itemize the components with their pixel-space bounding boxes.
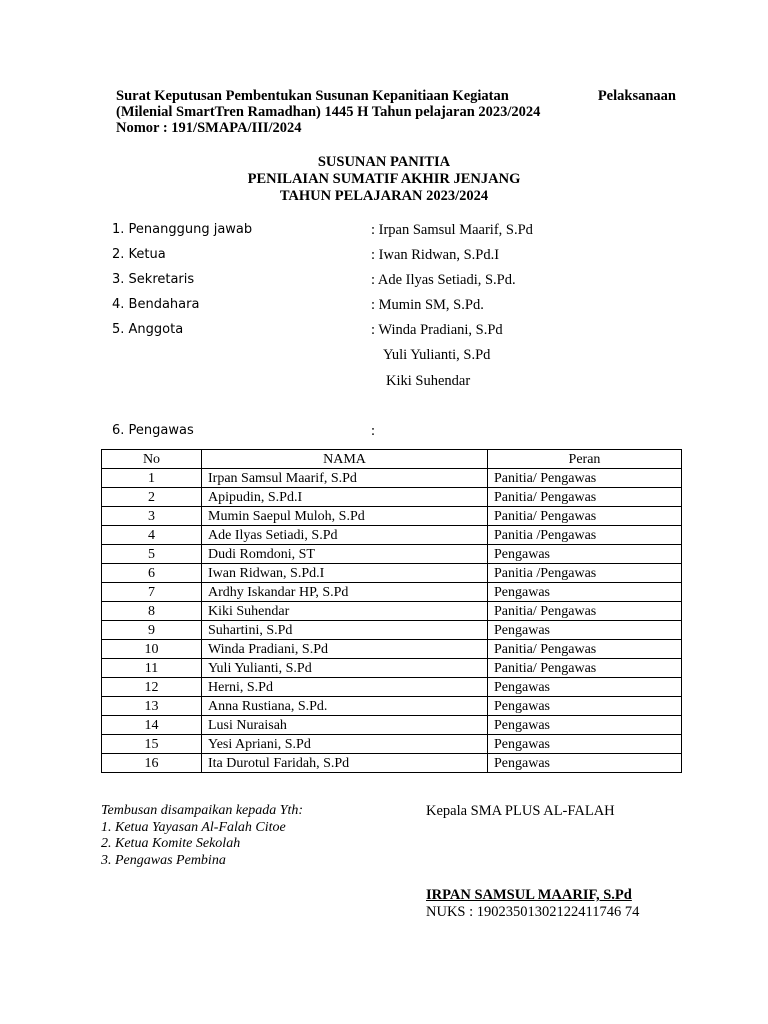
cell-peran: Pengawas	[488, 621, 682, 640]
table-row	[102, 697, 682, 716]
tembusan-title: Tembusan disampaikan kepada Yth:	[101, 803, 304, 818]
cell-peran: Pengawas	[488, 697, 682, 716]
tembusan-block	[101, 803, 303, 869]
title-1: SUSUNAN PANITIA	[317, 154, 451, 170]
cell-nama: Mumin Saepul Muloh, S.Pd	[202, 507, 488, 526]
cell-nama: Lusi Nuraisah	[202, 716, 488, 735]
document-titles	[0, 154, 768, 205]
table-row	[102, 640, 682, 659]
cell-peran: Pengawas	[488, 678, 682, 697]
cell-peran: Panitia /Pengawas	[488, 526, 682, 545]
cell-nama: Irpan Samsul Maarif, S.Pd	[202, 469, 488, 488]
role-value: : Iwan Ridwan, S.Pd.I	[371, 247, 500, 263]
table-row	[102, 507, 682, 526]
column-header-peran: Peran	[488, 450, 682, 469]
cell-no: 2	[102, 488, 202, 507]
cell-peran: Pengawas	[488, 754, 682, 773]
table-body	[102, 469, 682, 773]
cell-no: 11	[102, 659, 202, 678]
cell-peran: Panitia/ Pengawas	[488, 469, 682, 488]
cell-no: 12	[102, 678, 202, 697]
table-row	[102, 583, 682, 602]
cell-nama: Iwan Ridwan, S.Pd.I	[202, 564, 488, 583]
table-row	[102, 735, 682, 754]
header-line1-right: Pelaksanaan	[597, 88, 676, 104]
cell-peran: Panitia /Pengawas	[488, 564, 682, 583]
role-label: 6. Pengawas	[112, 423, 194, 438]
cell-peran: Panitia/ Pengawas	[488, 507, 682, 526]
cell-no: 8	[102, 602, 202, 621]
cell-no: 10	[102, 640, 202, 659]
table-header-row	[102, 450, 682, 469]
cell-no: 1	[102, 469, 202, 488]
role-label: 3. Sekretaris	[112, 272, 195, 287]
cell-nama: Anna Rustiana, S.Pd.	[202, 697, 488, 716]
role-value: : Mumin SM, S.Pd.	[371, 297, 484, 313]
table-row	[102, 621, 682, 640]
table-row	[102, 526, 682, 545]
table-row	[102, 488, 682, 507]
cell-no: 16	[102, 754, 202, 773]
cell-no: 15	[102, 735, 202, 754]
signer-name: IRPAN SAMSUL MAARIF, S.Pd	[426, 887, 632, 903]
kepala-title: Kepala SMA PLUS AL-FALAH	[426, 803, 615, 819]
table-row	[102, 754, 682, 773]
column-header-no: No	[102, 450, 202, 469]
cell-no: 9	[102, 621, 202, 640]
cell-no: 3	[102, 507, 202, 526]
cell-nama: Kiki Suhendar	[202, 602, 488, 621]
cell-nama: Suhartini, S.Pd	[202, 621, 488, 640]
cell-peran: Panitia/ Pengawas	[488, 602, 682, 621]
role-value: Yuli Yulianti, S.Pd	[383, 347, 491, 363]
cell-peran: Pengawas	[488, 735, 682, 754]
cell-nama: Dudi Romdoni, ST	[202, 545, 488, 564]
cell-peran: Panitia/ Pengawas	[488, 640, 682, 659]
table-row	[102, 545, 682, 564]
tembusan-item: 2. Ketua Komite Sekolah	[101, 836, 241, 851]
title-3: TAHUN PELAJARAN 2023/2024	[279, 188, 489, 204]
role-value: : Irpan Samsul Maarif, S.Pd	[371, 222, 533, 238]
cell-nama: Ardhy Iskandar HP, S.Pd	[202, 583, 488, 602]
role-value: Kiki Suhendar	[386, 373, 471, 389]
pengawas-table	[101, 449, 682, 773]
cell-peran: Pengawas	[488, 716, 682, 735]
cell-nama: Winda Pradiani, S.Pd	[202, 640, 488, 659]
signer-nuks: NUKS : 19023501302122411746 74	[426, 904, 640, 920]
signer-block	[426, 887, 639, 921]
cell-no: 14	[102, 716, 202, 735]
cell-nama: Apipudin, S.Pd.I	[202, 488, 488, 507]
role-value: : Ade Ilyas Setiadi, S.Pd.	[371, 272, 516, 288]
cell-nama: Herni, S.Pd	[202, 678, 488, 697]
header-line2: (Milenial SmartTren Ramadhan) 1445 H Tahun pelajaran 2023/2024	[116, 104, 541, 120]
table-row	[102, 659, 682, 678]
column-header-nama: NAMA	[202, 450, 488, 469]
cell-no: 5	[102, 545, 202, 564]
table-row	[102, 469, 682, 488]
role-value: :	[371, 423, 376, 439]
header-number: Nomor : 191/SMAPA/III/2024	[116, 120, 302, 136]
cell-peran: Panitia/ Pengawas	[488, 488, 682, 507]
table-row	[102, 564, 682, 583]
cell-nama: Yuli Yulianti, S.Pd	[202, 659, 488, 678]
table-row	[102, 602, 682, 621]
table-row	[102, 678, 682, 697]
title-2: PENILAIAN SUMATIF AKHIR JENJANG	[247, 171, 521, 187]
cell-nama: Yesi Apriani, S.Pd	[202, 735, 488, 754]
cell-nama: Ade Ilyas Setiadi, S.Pd	[202, 526, 488, 545]
role-label: 2. Ketua	[112, 247, 166, 262]
tembusan-item: 1. Ketua Yayasan Al-Falah Citoe	[101, 819, 286, 835]
cell-peran: Pengawas	[488, 545, 682, 564]
role-value: : Winda Pradiani, S.Pd	[371, 322, 503, 338]
document-header	[116, 88, 676, 136]
role-label: 4. Bendahara	[112, 297, 200, 312]
role-label: 5. Anggota	[112, 322, 184, 337]
cell-no: 13	[102, 697, 202, 716]
role-label: 1. Penanggung jawab	[112, 222, 253, 237]
cell-no: 4	[102, 526, 202, 545]
tembusan-item: 3. Pengawas Pembina	[101, 852, 226, 868]
cell-peran: Pengawas	[488, 583, 682, 602]
cell-peran: Panitia/ Pengawas	[488, 659, 682, 678]
table-row	[102, 716, 682, 735]
cell-no: 6	[102, 564, 202, 583]
cell-nama: Ita Durotul Faridah, S.Pd	[202, 754, 488, 773]
cell-no: 7	[102, 583, 202, 602]
header-line1-left: Surat Keputusan Pembentukan Susunan Kepanitiaan Kegiatan	[116, 88, 509, 104]
